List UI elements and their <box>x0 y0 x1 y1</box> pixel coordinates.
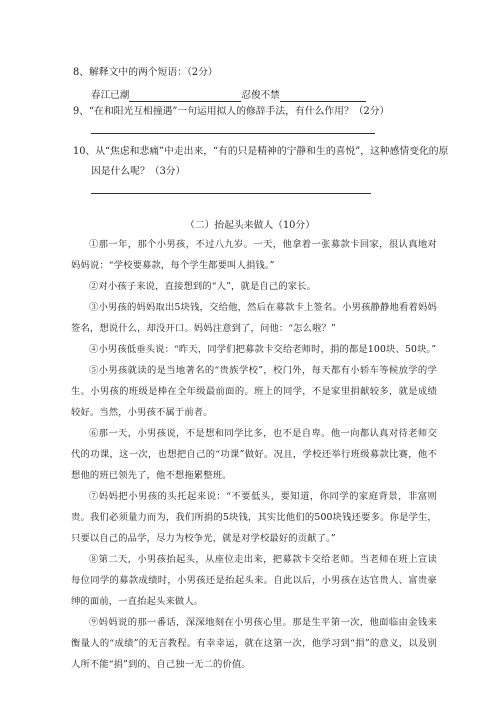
paragraph-4: ④小男孩低垂头说：“昨天，同学们把募款卡交给老师时，捐的都是100块、50块。” <box>89 344 437 355</box>
paragraph-9: ⑨妈妈说的那一番话，深深地刻在小男孩心里。那是生平第一次，他面临由金钱来衡量人的“成绩”的无言教程。有幸幸运，就在这第一次，他学习到“捐”的意义，以及别人所不能“捐”到的、自己独一无二的价值。 <box>71 617 437 670</box>
answer-blank-1[interactable] <box>129 91 241 102</box>
paragraph-5: ⑤小男孩就读的是当地著名的“贵族学校”，校门外，每天都有小轿车等候放学的学生。小男孩的班级是棒在全年级最前面的。班上的同学，不是家里捐献较多，就是成绩较好。当然，小男孩不属于前者。 <box>71 365 437 418</box>
question-8: 8、解释文中的两个短语：（2分） <box>73 67 218 78</box>
passage-title: （二）抬起头来做人（10分） <box>184 220 316 231</box>
question-10-line-1: 10、从“焦虑和悲痛”中走出来，“有的只是精神的宁静和生的喜悦”，这种感情变化的原 <box>73 146 449 157</box>
paragraph-3: ③小男孩的妈妈取出5块钱，交给他，然后在募款卡上签名。小男孩静静地看着妈妈签名，想说什么，却没开口。妈妈注意到了，问他：“怎么啦？” <box>71 302 437 334</box>
phrase-1: 春江已潮 <box>91 90 130 101</box>
answer-line-10[interactable] <box>91 193 371 194</box>
paragraph-1: ①那一年，那个小男孩，不过八九岁。一天，他拿着一张募款卡回家，很认真地对妈妈说：“学校要募款，每个学生都要叫人捐钱。” <box>71 239 437 271</box>
paragraph-6: ⑥那一天，小男孩说，不是想和同学比多，也不是自卑。他一向都认真对待老师交代的功课，这一次，也想把自己的“功课”做好。况且，学校还举行班级募款比赛，他不想他的班已领先了，他不想拖累整班。 <box>71 428 437 481</box>
question-8-answer-row <box>91 90 366 102</box>
paragraph-8: ⑧第二天，小男孩抬起头，从座位走出来，把募款卡交给老师。当老师在班上宣读每位同学的募款成绩时，小男孩还是抬起头来。自此以后，小男孩在达官贵人、富贵豪绅的面前，一直抬起头来做人。 <box>71 554 437 607</box>
paragraph-7: ⑦妈妈把小男孩的头托起来说：“不要低头，要知道，你同学的家庭背景，非富则贵。我们必须量力而为，我们所捐的5块钱，其实比他们的500块钱还要多。你是学生，只要以自己的品学，尽力为校争光，就是对学校最好的贡献了。” <box>71 491 437 544</box>
phrase-2: 忍俊不禁 <box>241 90 280 101</box>
paragraph-2: ②对小孩子来说，直接想到的“人”，就是自己的家长。 <box>89 281 317 292</box>
question-9: 9、“在和阳光互相撞遇”一句运用拟人的修辞手法，有什么作用？（2分） <box>73 106 390 117</box>
answer-line-9[interactable] <box>91 133 375 134</box>
answer-blank-2[interactable] <box>280 91 366 102</box>
question-10-line-2: 因是什么呢？（3分） <box>91 166 186 177</box>
